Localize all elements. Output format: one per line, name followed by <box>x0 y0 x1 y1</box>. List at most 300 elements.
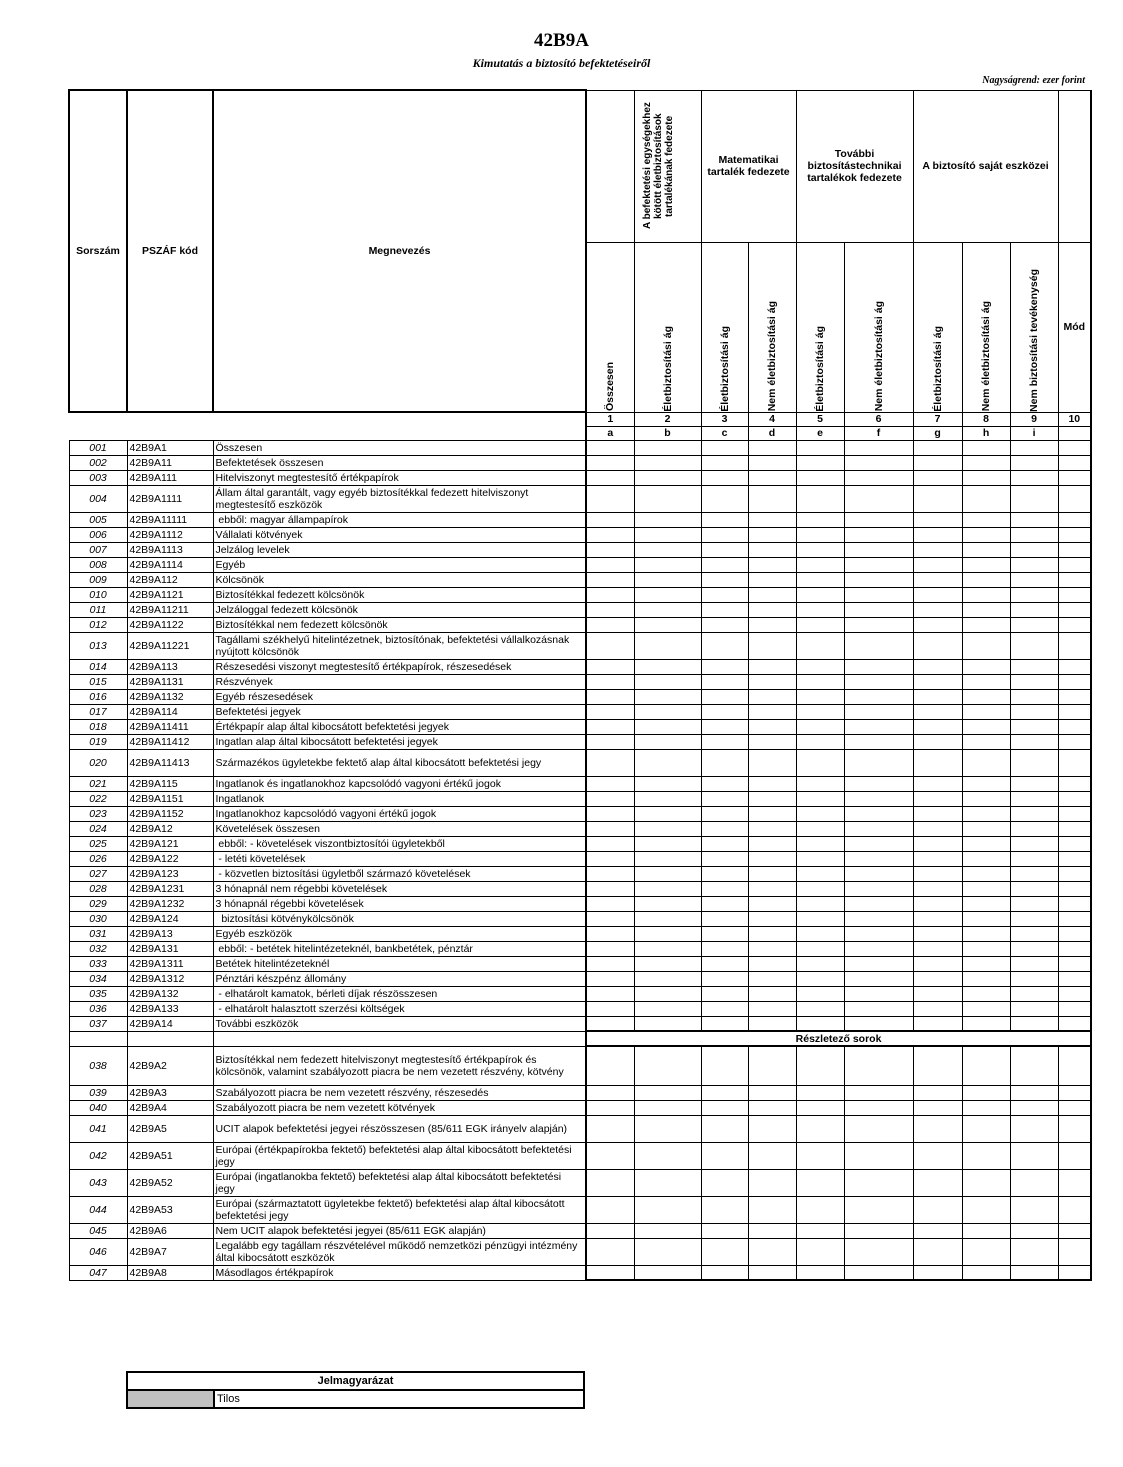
value-cell[interactable] <box>962 956 1010 971</box>
value-cell[interactable] <box>844 587 913 602</box>
value-cell[interactable] <box>634 1100 701 1115</box>
value-cell[interactable] <box>634 542 701 557</box>
value-cell[interactable] <box>586 512 634 527</box>
value-cell[interactable] <box>748 986 796 1001</box>
value-cell[interactable] <box>913 1223 962 1238</box>
value-cell[interactable] <box>586 1196 634 1223</box>
value-cell[interactable] <box>701 1046 748 1085</box>
value-cell[interactable] <box>913 1046 962 1085</box>
value-cell[interactable] <box>844 719 913 734</box>
value-cell[interactable] <box>1058 1196 1091 1223</box>
value-cell[interactable] <box>962 527 1010 542</box>
value-cell[interactable] <box>913 587 962 602</box>
value-cell[interactable] <box>796 572 844 587</box>
value-cell[interactable] <box>962 836 1010 851</box>
value-cell[interactable] <box>586 674 634 689</box>
value-cell[interactable] <box>1010 911 1058 926</box>
value-cell[interactable] <box>962 896 1010 911</box>
value-cell[interactable] <box>796 689 844 704</box>
value-cell[interactable] <box>796 896 844 911</box>
value-cell[interactable] <box>913 926 962 941</box>
value-cell[interactable] <box>913 911 962 926</box>
value-cell[interactable] <box>962 1001 1010 1016</box>
value-cell[interactable] <box>634 512 701 527</box>
value-cell[interactable] <box>1058 851 1091 866</box>
value-cell[interactable] <box>844 791 913 806</box>
value-cell[interactable] <box>634 674 701 689</box>
value-cell[interactable] <box>1058 1223 1091 1238</box>
value-cell[interactable] <box>586 527 634 542</box>
value-cell[interactable] <box>701 689 748 704</box>
value-cell[interactable] <box>701 587 748 602</box>
value-cell[interactable] <box>844 470 913 485</box>
value-cell[interactable] <box>634 689 701 704</box>
value-cell[interactable] <box>748 926 796 941</box>
value-cell[interactable] <box>844 617 913 632</box>
value-cell[interactable] <box>1010 1169 1058 1196</box>
value-cell[interactable] <box>913 1001 962 1016</box>
value-cell[interactable] <box>701 1265 748 1280</box>
value-cell[interactable] <box>634 896 701 911</box>
value-cell[interactable] <box>962 806 1010 821</box>
value-cell[interactable] <box>1010 866 1058 881</box>
value-cell[interactable] <box>844 1223 913 1238</box>
value-cell[interactable] <box>748 896 796 911</box>
value-cell[interactable] <box>748 749 796 776</box>
value-cell[interactable] <box>701 440 748 455</box>
value-cell[interactable] <box>844 704 913 719</box>
value-cell[interactable] <box>586 881 634 896</box>
value-cell[interactable] <box>844 1100 913 1115</box>
value-cell[interactable] <box>701 791 748 806</box>
value-cell[interactable] <box>844 986 913 1001</box>
value-cell[interactable] <box>1058 926 1091 941</box>
value-cell[interactable] <box>913 971 962 986</box>
value-cell[interactable] <box>634 749 701 776</box>
value-cell[interactable] <box>634 617 701 632</box>
value-cell[interactable] <box>913 986 962 1001</box>
value-cell[interactable] <box>748 1169 796 1196</box>
value-cell[interactable] <box>586 1046 634 1085</box>
value-cell[interactable] <box>1058 956 1091 971</box>
value-cell[interactable] <box>796 470 844 485</box>
value-cell[interactable] <box>796 734 844 749</box>
value-cell[interactable] <box>844 1016 913 1031</box>
value-cell[interactable] <box>1010 632 1058 659</box>
value-cell[interactable] <box>796 971 844 986</box>
value-cell[interactable] <box>844 1142 913 1169</box>
value-cell[interactable] <box>844 440 913 455</box>
value-cell[interactable] <box>634 719 701 734</box>
value-cell[interactable] <box>1010 1016 1058 1031</box>
value-cell[interactable] <box>586 455 634 470</box>
value-cell[interactable] <box>962 455 1010 470</box>
value-cell[interactable] <box>913 659 962 674</box>
value-cell[interactable] <box>701 602 748 617</box>
value-cell[interactable] <box>1058 542 1091 557</box>
value-cell[interactable] <box>634 1169 701 1196</box>
value-cell[interactable] <box>1058 911 1091 926</box>
value-cell[interactable] <box>586 470 634 485</box>
value-cell[interactable] <box>796 1142 844 1169</box>
value-cell[interactable] <box>844 455 913 470</box>
value-cell[interactable] <box>962 821 1010 836</box>
value-cell[interactable] <box>701 1085 748 1100</box>
value-cell[interactable] <box>748 776 796 791</box>
value-cell[interactable] <box>1010 704 1058 719</box>
value-cell[interactable] <box>701 821 748 836</box>
value-cell[interactable] <box>913 1085 962 1100</box>
value-cell[interactable] <box>1010 572 1058 587</box>
value-cell[interactable] <box>748 1223 796 1238</box>
value-cell[interactable] <box>748 440 796 455</box>
value-cell[interactable] <box>701 512 748 527</box>
value-cell[interactable] <box>586 971 634 986</box>
value-cell[interactable] <box>962 602 1010 617</box>
value-cell[interactable] <box>796 557 844 572</box>
value-cell[interactable] <box>748 512 796 527</box>
value-cell[interactable] <box>634 572 701 587</box>
value-cell[interactable] <box>748 971 796 986</box>
value-cell[interactable] <box>634 1085 701 1100</box>
value-cell[interactable] <box>913 1196 962 1223</box>
value-cell[interactable] <box>634 776 701 791</box>
value-cell[interactable] <box>1058 689 1091 704</box>
value-cell[interactable] <box>634 1142 701 1169</box>
value-cell[interactable] <box>634 527 701 542</box>
value-cell[interactable] <box>962 617 1010 632</box>
value-cell[interactable] <box>1058 704 1091 719</box>
value-cell[interactable] <box>962 440 1010 455</box>
value-cell[interactable] <box>962 734 1010 749</box>
value-cell[interactable] <box>1058 791 1091 806</box>
value-cell[interactable] <box>748 485 796 512</box>
value-cell[interactable] <box>1010 602 1058 617</box>
value-cell[interactable] <box>634 881 701 896</box>
value-cell[interactable] <box>586 791 634 806</box>
value-cell[interactable] <box>913 1169 962 1196</box>
value-cell[interactable] <box>962 1142 1010 1169</box>
value-cell[interactable] <box>701 851 748 866</box>
value-cell[interactable] <box>1058 632 1091 659</box>
value-cell[interactable] <box>1010 719 1058 734</box>
value-cell[interactable] <box>913 1016 962 1031</box>
value-cell[interactable] <box>844 542 913 557</box>
value-cell[interactable] <box>586 1223 634 1238</box>
value-cell[interactable] <box>796 1169 844 1196</box>
value-cell[interactable] <box>634 851 701 866</box>
value-cell[interactable] <box>586 734 634 749</box>
value-cell[interactable] <box>701 455 748 470</box>
value-cell[interactable] <box>1010 776 1058 791</box>
value-cell[interactable] <box>913 866 962 881</box>
value-cell[interactable] <box>634 455 701 470</box>
value-cell[interactable] <box>913 1115 962 1142</box>
value-cell[interactable] <box>748 632 796 659</box>
value-cell[interactable] <box>1058 572 1091 587</box>
value-cell[interactable] <box>962 719 1010 734</box>
value-cell[interactable] <box>586 1265 634 1280</box>
value-cell[interactable] <box>913 440 962 455</box>
value-cell[interactable] <box>748 1265 796 1280</box>
value-cell[interactable] <box>748 734 796 749</box>
value-cell[interactable] <box>913 806 962 821</box>
value-cell[interactable] <box>796 1196 844 1223</box>
value-cell[interactable] <box>701 659 748 674</box>
value-cell[interactable] <box>1010 851 1058 866</box>
value-cell[interactable] <box>634 659 701 674</box>
value-cell[interactable] <box>634 866 701 881</box>
value-cell[interactable] <box>1058 719 1091 734</box>
value-cell[interactable] <box>796 1265 844 1280</box>
value-cell[interactable] <box>586 632 634 659</box>
value-cell[interactable] <box>962 1115 1010 1142</box>
value-cell[interactable] <box>748 719 796 734</box>
value-cell[interactable] <box>796 776 844 791</box>
value-cell[interactable] <box>1058 440 1091 455</box>
value-cell[interactable] <box>701 527 748 542</box>
value-cell[interactable] <box>634 1046 701 1085</box>
value-cell[interactable] <box>1058 749 1091 776</box>
value-cell[interactable] <box>586 1115 634 1142</box>
value-cell[interactable] <box>1010 896 1058 911</box>
value-cell[interactable] <box>1010 986 1058 1001</box>
value-cell[interactable] <box>1010 836 1058 851</box>
value-cell[interactable] <box>701 542 748 557</box>
value-cell[interactable] <box>796 749 844 776</box>
value-cell[interactable] <box>796 1238 844 1265</box>
value-cell[interactable] <box>796 1046 844 1085</box>
value-cell[interactable] <box>748 1001 796 1016</box>
value-cell[interactable] <box>634 1196 701 1223</box>
value-cell[interactable] <box>1010 791 1058 806</box>
value-cell[interactable] <box>844 659 913 674</box>
value-cell[interactable] <box>1010 659 1058 674</box>
value-cell[interactable] <box>844 1115 913 1142</box>
value-cell[interactable] <box>701 1016 748 1031</box>
value-cell[interactable] <box>586 1016 634 1031</box>
value-cell[interactable] <box>701 1100 748 1115</box>
value-cell[interactable] <box>1010 971 1058 986</box>
value-cell[interactable] <box>586 776 634 791</box>
value-cell[interactable] <box>634 821 701 836</box>
value-cell[interactable] <box>701 1238 748 1265</box>
value-cell[interactable] <box>1058 602 1091 617</box>
value-cell[interactable] <box>844 1001 913 1016</box>
value-cell[interactable] <box>913 1238 962 1265</box>
value-cell[interactable] <box>1010 542 1058 557</box>
value-cell[interactable] <box>1010 1196 1058 1223</box>
value-cell[interactable] <box>1010 926 1058 941</box>
value-cell[interactable] <box>586 911 634 926</box>
value-cell[interactable] <box>796 926 844 941</box>
value-cell[interactable] <box>701 911 748 926</box>
value-cell[interactable] <box>913 557 962 572</box>
value-cell[interactable] <box>1010 587 1058 602</box>
value-cell[interactable] <box>586 1100 634 1115</box>
value-cell[interactable] <box>844 1196 913 1223</box>
value-cell[interactable] <box>796 881 844 896</box>
value-cell[interactable] <box>913 470 962 485</box>
value-cell[interactable] <box>1058 821 1091 836</box>
value-cell[interactable] <box>962 689 1010 704</box>
value-cell[interactable] <box>962 659 1010 674</box>
value-cell[interactable] <box>1010 512 1058 527</box>
value-cell[interactable] <box>844 911 913 926</box>
value-cell[interactable] <box>701 632 748 659</box>
value-cell[interactable] <box>1058 866 1091 881</box>
value-cell[interactable] <box>844 485 913 512</box>
value-cell[interactable] <box>1010 1115 1058 1142</box>
value-cell[interactable] <box>844 602 913 617</box>
value-cell[interactable] <box>844 1085 913 1100</box>
value-cell[interactable] <box>1058 1016 1091 1031</box>
value-cell[interactable] <box>701 1223 748 1238</box>
value-cell[interactable] <box>586 440 634 455</box>
value-cell[interactable] <box>634 587 701 602</box>
value-cell[interactable] <box>701 836 748 851</box>
value-cell[interactable] <box>701 1142 748 1169</box>
value-cell[interactable] <box>1058 659 1091 674</box>
value-cell[interactable] <box>748 866 796 881</box>
value-cell[interactable] <box>844 866 913 881</box>
value-cell[interactable] <box>634 911 701 926</box>
value-cell[interactable] <box>634 1115 701 1142</box>
value-cell[interactable] <box>962 971 1010 986</box>
value-cell[interactable] <box>748 455 796 470</box>
value-cell[interactable] <box>634 806 701 821</box>
value-cell[interactable] <box>796 1016 844 1031</box>
value-cell[interactable] <box>701 674 748 689</box>
value-cell[interactable] <box>1010 440 1058 455</box>
value-cell[interactable] <box>634 440 701 455</box>
value-cell[interactable] <box>913 1142 962 1169</box>
value-cell[interactable] <box>1058 1100 1091 1115</box>
value-cell[interactable] <box>1058 587 1091 602</box>
value-cell[interactable] <box>586 587 634 602</box>
value-cell[interactable] <box>1010 1238 1058 1265</box>
value-cell[interactable] <box>962 986 1010 1001</box>
value-cell[interactable] <box>1010 749 1058 776</box>
value-cell[interactable] <box>586 485 634 512</box>
value-cell[interactable] <box>634 470 701 485</box>
value-cell[interactable] <box>748 617 796 632</box>
value-cell[interactable] <box>913 704 962 719</box>
value-cell[interactable] <box>586 1238 634 1265</box>
value-cell[interactable] <box>1058 1142 1091 1169</box>
value-cell[interactable] <box>634 632 701 659</box>
value-cell[interactable] <box>701 572 748 587</box>
value-cell[interactable] <box>586 689 634 704</box>
value-cell[interactable] <box>748 911 796 926</box>
value-cell[interactable] <box>634 986 701 1001</box>
value-cell[interactable] <box>1010 734 1058 749</box>
value-cell[interactable] <box>796 617 844 632</box>
value-cell[interactable] <box>1058 1046 1091 1085</box>
value-cell[interactable] <box>1058 776 1091 791</box>
value-cell[interactable] <box>701 926 748 941</box>
value-cell[interactable] <box>844 572 913 587</box>
value-cell[interactable] <box>634 485 701 512</box>
value-cell[interactable] <box>796 485 844 512</box>
value-cell[interactable] <box>1010 527 1058 542</box>
value-cell[interactable] <box>796 986 844 1001</box>
value-cell[interactable] <box>913 851 962 866</box>
value-cell[interactable] <box>913 602 962 617</box>
value-cell[interactable] <box>796 587 844 602</box>
value-cell[interactable] <box>1010 1100 1058 1115</box>
value-cell[interactable] <box>844 512 913 527</box>
value-cell[interactable] <box>796 1085 844 1100</box>
value-cell[interactable] <box>962 1265 1010 1280</box>
value-cell[interactable] <box>844 749 913 776</box>
value-cell[interactable] <box>634 836 701 851</box>
value-cell[interactable] <box>1010 1001 1058 1016</box>
value-cell[interactable] <box>586 956 634 971</box>
value-cell[interactable] <box>962 1085 1010 1100</box>
value-cell[interactable] <box>844 776 913 791</box>
value-cell[interactable] <box>913 791 962 806</box>
value-cell[interactable] <box>962 632 1010 659</box>
value-cell[interactable] <box>701 881 748 896</box>
value-cell[interactable] <box>1010 1265 1058 1280</box>
value-cell[interactable] <box>701 1196 748 1223</box>
value-cell[interactable] <box>796 719 844 734</box>
value-cell[interactable] <box>586 926 634 941</box>
value-cell[interactable] <box>913 485 962 512</box>
value-cell[interactable] <box>1058 1238 1091 1265</box>
value-cell[interactable] <box>1010 821 1058 836</box>
value-cell[interactable] <box>748 1238 796 1265</box>
value-cell[interactable] <box>1010 941 1058 956</box>
value-cell[interactable] <box>748 527 796 542</box>
value-cell[interactable] <box>796 806 844 821</box>
value-cell[interactable] <box>748 1046 796 1085</box>
value-cell[interactable] <box>748 881 796 896</box>
value-cell[interactable] <box>962 704 1010 719</box>
value-cell[interactable] <box>701 896 748 911</box>
value-cell[interactable] <box>748 659 796 674</box>
value-cell[interactable] <box>1010 557 1058 572</box>
value-cell[interactable] <box>796 1115 844 1142</box>
value-cell[interactable] <box>701 1115 748 1142</box>
value-cell[interactable] <box>796 791 844 806</box>
value-cell[interactable] <box>796 527 844 542</box>
value-cell[interactable] <box>748 587 796 602</box>
value-cell[interactable] <box>1058 1115 1091 1142</box>
value-cell[interactable] <box>701 704 748 719</box>
value-cell[interactable] <box>796 1001 844 1016</box>
value-cell[interactable] <box>701 866 748 881</box>
value-cell[interactable] <box>962 791 1010 806</box>
value-cell[interactable] <box>796 704 844 719</box>
value-cell[interactable] <box>634 734 701 749</box>
value-cell[interactable] <box>1058 1001 1091 1016</box>
value-cell[interactable] <box>1010 806 1058 821</box>
value-cell[interactable] <box>844 557 913 572</box>
value-cell[interactable] <box>962 881 1010 896</box>
value-cell[interactable] <box>844 971 913 986</box>
value-cell[interactable] <box>844 881 913 896</box>
value-cell[interactable] <box>586 986 634 1001</box>
value-cell[interactable] <box>1058 470 1091 485</box>
value-cell[interactable] <box>962 1046 1010 1085</box>
value-cell[interactable] <box>748 941 796 956</box>
value-cell[interactable] <box>748 470 796 485</box>
value-cell[interactable] <box>748 1142 796 1169</box>
value-cell[interactable] <box>586 542 634 557</box>
value-cell[interactable] <box>748 602 796 617</box>
